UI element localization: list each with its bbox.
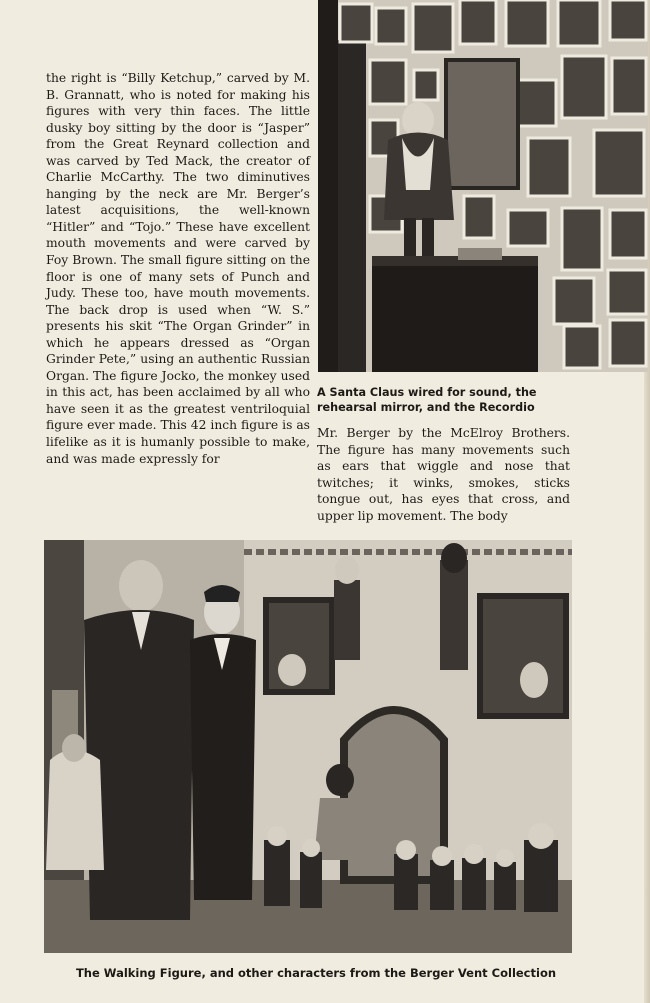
photo-walking-figure-collection xyxy=(44,540,572,953)
article-paragraph-continued: Mr. Berger by the McElroy Brothers. The figure has many movements such as ears that wiggle and nose that twitches; it winks, smokes, sticks tongue out, has eyes that cross, and upper lip movement. The body xyxy=(317,426,570,523)
photo-santa-claus-room xyxy=(318,0,648,372)
caption-top-photo: A Santa Claus wired for sound, the rehearsal mirror, and the Recordio xyxy=(317,386,537,414)
article-right-column xyxy=(317,425,570,524)
article-left-column xyxy=(46,70,310,467)
caption-bottom-photo: The Walking Figure, and other characters from the Berger Vent Collection xyxy=(75,966,557,980)
article-paragraph: the right is “Billy Ketchup,” carved by M. B. Grannatt, who is noted for making his figures with very thin faces. The little dusky boy sitting by the door is “Jasper” from the Great Reynard collection and was carved by Ted Mack, the creator of Charlie McCarthy. The two diminutives hanging by the neck are Mr. Berger’s latest acquisitions, the well-known “Hitler” and “Tojo.” These have excellent mouth movements and were carved by Foy Brown. The small figure sitting on the floor is one of many sets of Punch and Judy. These too, have mouth movements. The back drop is used when “W. S.” presents his skit “The Organ Grinder” in which he appears dressed as “Organ Grinder Pete,” using an authentic Russian Organ. The figure Jocko, the monkey used in this act, has been acclaimed by all who have seen it as the greatest ventriloquial figure ever made. This 42 inch figure is as lifelike as it is humanly possible to make, and was made expressly for xyxy=(46,71,310,466)
